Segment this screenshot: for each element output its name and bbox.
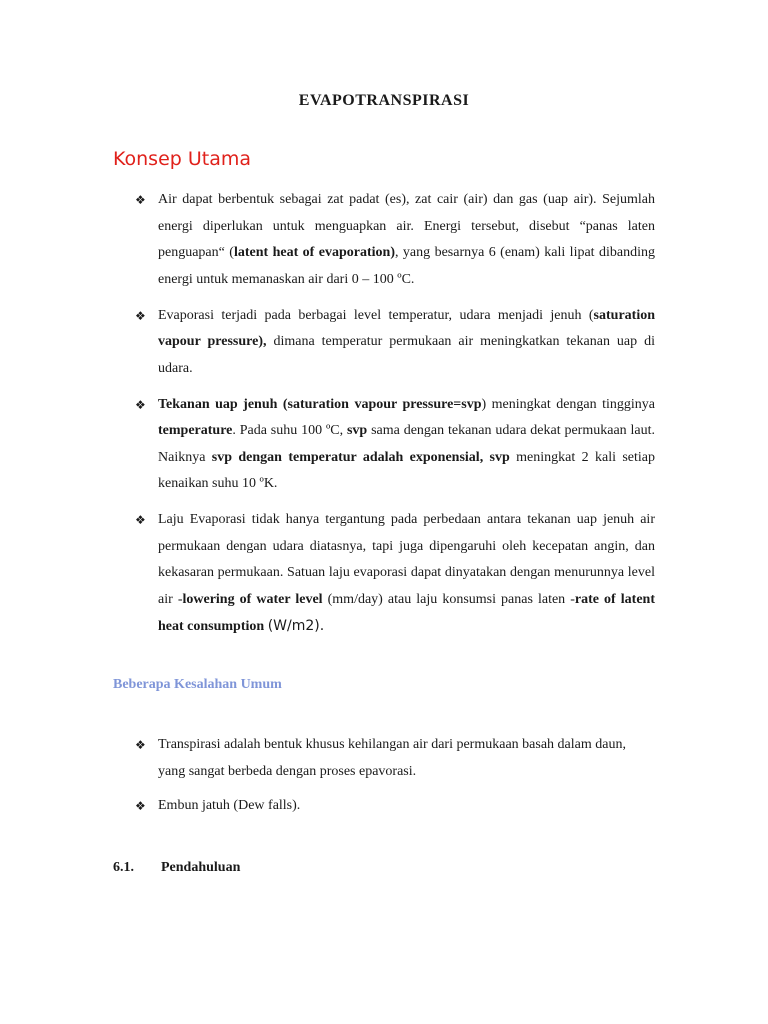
diamond-bullet-icon: ❖ [135, 799, 146, 813]
bullet-paragraph: Laju Evaporasi tidak hanya tergantung pada perbedaan antara tekanan uap jenuh air permukaan dengan udara diatasnya, tapi juga dipengaruhi oleh kecepatan angin, dan kekasaran permukaan. Satuan laju evaporasi dapat dinyatakan dengan menurunnya level air -lowering of water level (mm/day) atau laju konsumsi panas laten -rate of latent heat consumption (W/m2). [158, 512, 655, 634]
main-bullet-list [135, 187, 655, 650]
list-item [135, 187, 655, 293]
second-bullet-list [135, 732, 655, 828]
list-item [135, 303, 655, 383]
section-label: Pendahuluan [161, 860, 241, 875]
bullet-paragraph: Evaporasi terjadi pada berbagai level temperatur, udara menjadi jenuh (saturation vapour pressure), dimana temperatur permukaan air meningkatkan tekanan uap di udara. [158, 307, 655, 376]
list-item [135, 732, 655, 785]
bullet-paragraph: Tekanan uap jenuh (saturation vapour pressure=svp) meningkat dengan tingginya temperature. Pada suhu 100 ºC, svp sama dengan tekanan udara dekat permukaan laut. Naiknya svp dengan temperatur adalah exponensial, svp meningkat 2 kali setiap kenaikan suhu 10 ºK. [158, 396, 655, 491]
unit-label: (W/m2). [267, 618, 325, 634]
diamond-bullet-icon: ❖ [135, 193, 146, 207]
bullet-paragraph: Transpirasi adalah bentuk khusus kehilangan air dari permukaan basah dalam daun, yang sangat berbeda dengan proses epavorasi. [158, 737, 626, 779]
section-number: 6.1. [113, 860, 134, 875]
diamond-bullet-icon: ❖ [135, 738, 146, 752]
diamond-bullet-icon: ❖ [135, 513, 146, 527]
document-title: EVAPOTRANSPIRASI [298, 92, 470, 109]
bullet-paragraph: Air dapat berbentuk sebagai zat padat (es), zat cair (air) dan gas (uap air). Sejumlah energi diperlukan untuk menguapkan air. Energi tersebut, disebut “panas laten penguapan“ (latent heat of evaporation), yang besarnya 6 (enam) kali lipat dibanding energi untuk memanaskan air dari 0 – 100 ºC. [158, 192, 655, 287]
diamond-bullet-icon: ❖ [135, 308, 146, 323]
section-heading-konsep-utama: Konsep Utama [113, 148, 252, 170]
diamond-bullet-icon: ❖ [135, 397, 146, 412]
list-item [135, 392, 655, 498]
numbered-section-heading [113, 860, 240, 876]
subheading-kesalahan-umum: Beberapa Kesalahan Umum [113, 677, 282, 692]
bullet-paragraph: Embun jatuh (Dew falls). [158, 798, 301, 813]
list-item [135, 507, 655, 641]
list-item [135, 793, 655, 820]
